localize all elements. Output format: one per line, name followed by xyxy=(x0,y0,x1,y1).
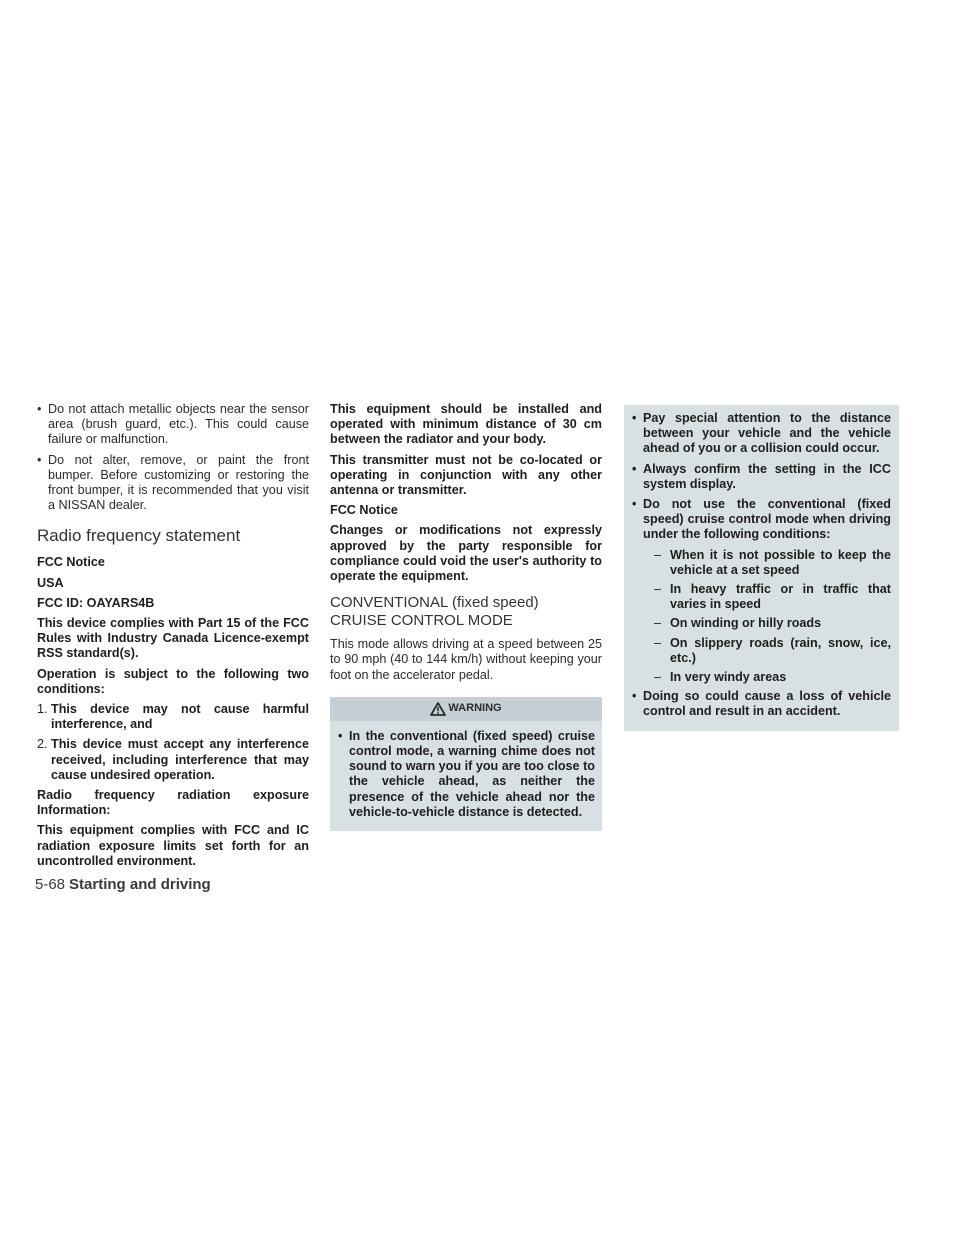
section-heading-radio: Radio frequency statement xyxy=(37,526,241,546)
bullet-mark: • xyxy=(632,497,637,512)
section-name: Starting and driving xyxy=(69,876,211,893)
warning-label: WARNING xyxy=(448,702,502,715)
bullet-text: Do not attach metallic objects near the sensor area (brush guard, etc.). This could cause failure or malfunction. xyxy=(48,402,309,447)
sub-item xyxy=(632,582,891,612)
installed-paragraph: This equipment should be installed and operated with minimum distance of 30 cm between the radiator and your body. xyxy=(330,402,602,447)
bullet-item xyxy=(37,453,309,514)
condition-number: 2. xyxy=(37,737,48,752)
bullet-mark: • xyxy=(632,461,637,476)
column-3 xyxy=(624,405,899,731)
dash-mark: – xyxy=(654,547,662,562)
changes-paragraph: Changes or modifications not expressly approved by the party responsible for compliance could void the user's authority to operate the equipment. xyxy=(330,523,602,584)
bullet-text: Do not alter, remove, or paint the front bumper. Before customizing or restoring the front bumper, it is recommended that you visit a NISSAN dealer. xyxy=(48,452,309,513)
bullet-mark: • xyxy=(338,728,343,743)
dash-mark: – xyxy=(654,635,662,650)
warning-text: Pay special attention to the distance between your vehicle and the vehicle ahead of you or a collision could occur. xyxy=(643,411,891,456)
warning-text: Doing so could cause a loss of vehicle control and result in an accident. xyxy=(643,689,891,719)
dash-mark: – xyxy=(654,616,662,631)
sub-item xyxy=(632,636,891,666)
fcc-notice-label: FCC Notice xyxy=(37,555,105,570)
radio-exposure-paragraph: Radio frequency radiation exposure Information: xyxy=(37,788,309,818)
warning-box-continued xyxy=(624,405,899,731)
warning-text: Do not use the conventional (fixed speed) cruise control mode when driving under the following conditions: xyxy=(643,497,891,542)
column-1 xyxy=(37,402,309,874)
usa-label: USA xyxy=(37,575,64,590)
sub-item-text: On winding or hilly roads xyxy=(670,616,822,631)
heading-line-2: CRUISE CONTROL MODE xyxy=(330,612,513,630)
dash-mark: – xyxy=(654,670,662,685)
sub-item-text: In very windy areas xyxy=(670,670,787,685)
column-2 xyxy=(330,402,602,831)
sub-item-text: In heavy traffic or in traffic that varies in speed xyxy=(670,582,891,612)
complies-paragraph: This device complies with Part 15 of the FCC Rules with Industry Canada Licence-exempt RSS standard(s). xyxy=(37,616,309,661)
warning-triangle-icon xyxy=(430,702,446,716)
page-number: 5-68 xyxy=(35,876,66,893)
sub-item-text: On slippery roads (rain, snow, ice, etc.) xyxy=(670,635,891,665)
sub-item xyxy=(632,548,891,578)
sub-item xyxy=(632,616,891,631)
warning-box xyxy=(330,697,602,831)
warning-item xyxy=(632,689,891,719)
condition-text: This device may not cause harmful interference, and xyxy=(51,702,309,732)
bullet-mark: • xyxy=(37,452,42,467)
bullet-mark: • xyxy=(632,689,637,704)
bullet-mark: • xyxy=(37,402,42,416)
equipment-complies-paragraph: This equipment complies with FCC and IC radiation exposure limits set forth for an uncontrolled environment. xyxy=(37,823,309,868)
condition-item xyxy=(37,702,309,732)
warning-text: Always confirm the setting in the ICC system display. xyxy=(643,461,891,491)
operation-paragraph: Operation is subject to the following two conditions: xyxy=(37,666,309,696)
fcc-notice-label: FCC Notice xyxy=(330,503,398,518)
warning-item xyxy=(338,729,595,820)
bullet-mark: • xyxy=(632,411,637,425)
colocated-paragraph: This transmitter must not be co-located or operating in conjunction with any other antenna or transmitter. xyxy=(330,452,602,498)
condition-text: This device must accept any interference received, including interference that may cause undesired operation. xyxy=(51,737,309,782)
sub-item-text: When it is not possible to keep the vehicle at a set speed xyxy=(670,547,891,577)
warning-text: In the conventional (fixed speed) cruise control mode, a warning chime does not sound to warn you if you are too close to the vehicle ahead, as neither the presence of the vehicle ahead nor the vehicle-to-vehicle distance is detected. xyxy=(349,728,595,819)
fcc-id: FCC ID: OAYARS4B xyxy=(37,595,155,610)
section-heading-conventional xyxy=(330,594,602,630)
bullet-item xyxy=(37,402,309,448)
condition-item xyxy=(37,737,309,783)
sub-item xyxy=(632,670,891,685)
condition-number: 1. xyxy=(37,702,48,717)
page-footer xyxy=(35,876,211,893)
warning-item xyxy=(632,497,891,543)
warning-item xyxy=(632,462,891,492)
warning-header xyxy=(330,697,602,721)
warning-item xyxy=(632,411,891,457)
dash-mark: – xyxy=(654,582,662,597)
mode-paragraph: This mode allows driving at a speed between 25 to 90 mph (40 to 144 km/h) without keeping your foot on the accelerator pedal. xyxy=(330,637,602,682)
heading-line-1: CONVENTIONAL (fixed speed) xyxy=(330,594,539,612)
